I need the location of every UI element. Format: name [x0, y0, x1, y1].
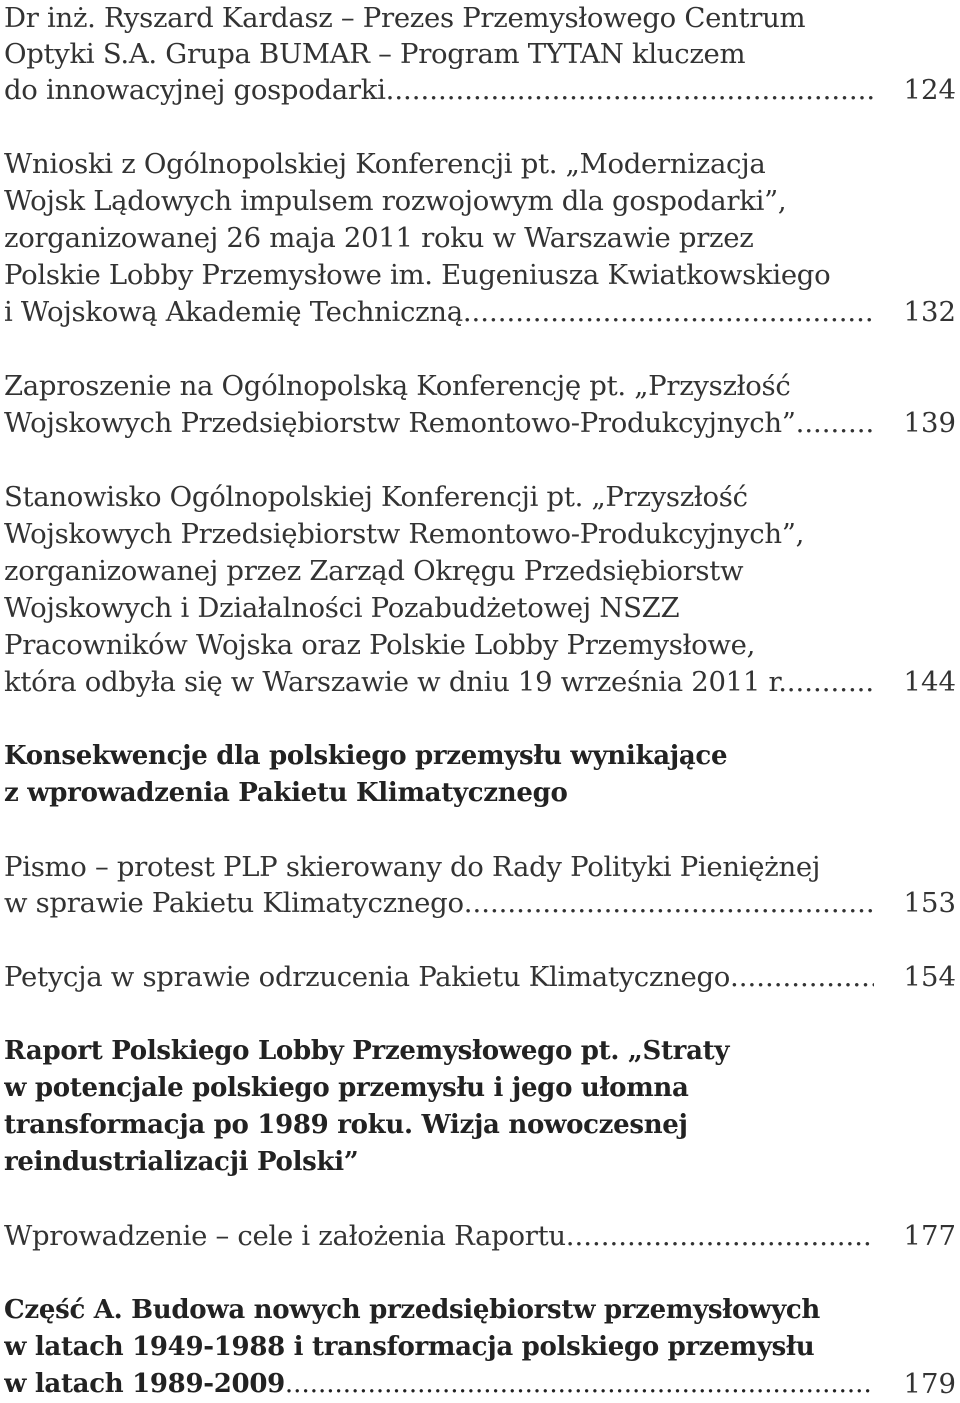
page-number: 153 [903, 887, 956, 919]
page-number: 124 [903, 74, 956, 106]
toc-entry-line: zorganizowanej 26 maja 2011 roku w Warszawie przez [4, 222, 754, 254]
page-number: 179 [903, 1368, 956, 1400]
toc-entry-line: do innowacyjnej gospodarki ..... [4, 72, 874, 109]
section-heading: w latach 1949-1988 i transformacja polskiego przemysłu [4, 1332, 815, 1362]
toc-entry-line: Dr inż. Ryszard Kardasz – Prezes Przemysłowego Centrum [4, 2, 806, 34]
toc-entry-line: Wprowadzenie – cele i założenia Raportu ..... [4, 1218, 874, 1255]
toc-entry-line: Wnioski z Ogólnopolskiej Konferencji pt. „Modernizacja [4, 148, 766, 180]
section-heading: Raport Polskiego Lobby Przemysłowego pt. „Straty [4, 1036, 730, 1066]
toc-entry-line: Wojsk Lądowych impulsem rozwojowym dla gospodarki”, [4, 185, 787, 217]
section-heading: w potencjale polskiego przemysłu i jego ułomna [4, 1073, 689, 1103]
section-heading: w latach 1989-2009 ..... [4, 1366, 874, 1403]
toc-entry-line: i Wojskową Akademię Techniczną ..... [4, 294, 874, 331]
toc-entry-line: Wojskowych Przedsiębiorstw Remontowo-Produkcyjnych” ..... [4, 405, 874, 442]
toc-entry-line: zorganizowanej przez Zarząd Okręgu Przedsiębiorstw [4, 555, 744, 587]
toc-entry-line: Pracowników Wojska oraz Polskie Lobby Przemysłowe, [4, 629, 756, 661]
toc-entry-line: Stanowisko Ogólnopolskiej Konferencji pt. „Przyszłość [4, 481, 748, 513]
page-number: 139 [903, 407, 956, 439]
page-number: 144 [903, 666, 956, 698]
section-heading: z wprowadzenia Pakietu Klimatycznego [4, 778, 568, 808]
page-number: 154 [903, 961, 956, 993]
toc-entry-line: Optyki S.A. Grupa BUMAR – Program TYTAN kluczem [4, 38, 746, 70]
toc-entry-line: Polskie Lobby Przemysłowe im. Eugeniusza Kwiatkowskiego [4, 259, 831, 291]
toc-entry-line: która odbyła się w Warszawie w dniu 19 września 2011 r. ..... [4, 664, 874, 701]
toc-entry-line: Pismo – protest PLP skierowany do Rady Polityki Pieniężnej [4, 851, 821, 883]
section-heading: Konsekwencje dla polskiego przemysłu wynikające [4, 741, 728, 771]
toc-entry-line: w sprawie Pakietu Klimatycznego ..... [4, 885, 874, 922]
toc-entry-line: Zaproszenie na Ogólnopolską Konferencję pt. „Przyszłość [4, 370, 791, 402]
section-heading: reindustrializacji Polski” [4, 1147, 359, 1177]
toc-entry-line: Petycja w sprawie odrzucenia Pakietu Klimatycznego ..... [4, 959, 874, 996]
section-heading: Część A. Budowa nowych przedsiębiorstw przemysłowych [4, 1295, 821, 1325]
page-number: 132 [903, 296, 956, 328]
toc-entry-line: Wojskowych i Działalności Pozabudżetowej NSZZ [4, 592, 680, 624]
page-number: 177 [903, 1220, 956, 1252]
toc-entry-line: Wojskowych Przedsiębiorstw Remontowo-Produkcyjnych”, [4, 518, 805, 550]
section-heading: transformacja po 1989 roku. Wizja nowoczesnej [4, 1110, 688, 1140]
